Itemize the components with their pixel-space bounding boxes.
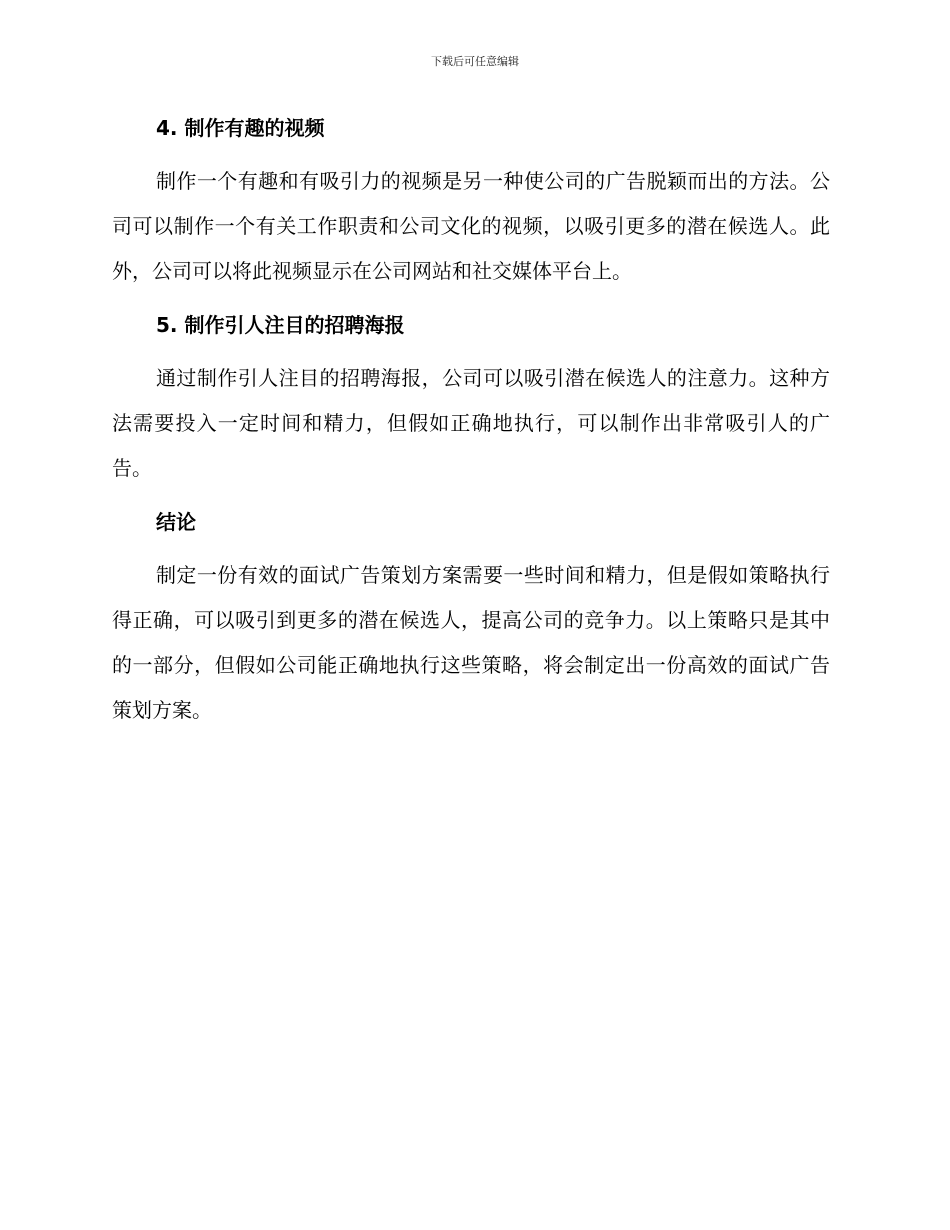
document-body: [112, 110, 830, 733]
section-paragraph-video: 制作一个有趣和有吸引力的视频是另一种使公司的广告脱颖而出的方法。公司可以制作一个有关工作职责和公司文化的视频，以吸引更多的潜在候选人。此外，公司可以将此视频显示在公司网站和社交媒体平台上。: [112, 169, 830, 283]
section-paragraph-conclusion: 制定一份有效的面试广告策划方案需要一些时间和精力，但是假如策略执行得正确，可以吸引到更多的潜在候选人，提高公司的竞争力。以上策略只是其中的一部分，但假如公司能正确地执行这些策略，将会制定出一份高效的面试广告策划方案。: [112, 563, 830, 722]
section-heading-video: 4. 制作有趣的视频: [156, 116, 325, 140]
section-paragraph-poster: 通过制作引人注目的招聘海报，公司可以吸引潜在候选人的注意力。这种方法需要投入一定时间和精力，但假如正确地执行，可以制作出非常吸引人的广告。: [112, 366, 830, 480]
page-header: 下载后可任意编辑: [431, 55, 519, 68]
section-heading-conclusion: 结论: [156, 510, 196, 534]
section-heading-poster: 5. 制作引人注目的招聘海报: [156, 313, 405, 337]
